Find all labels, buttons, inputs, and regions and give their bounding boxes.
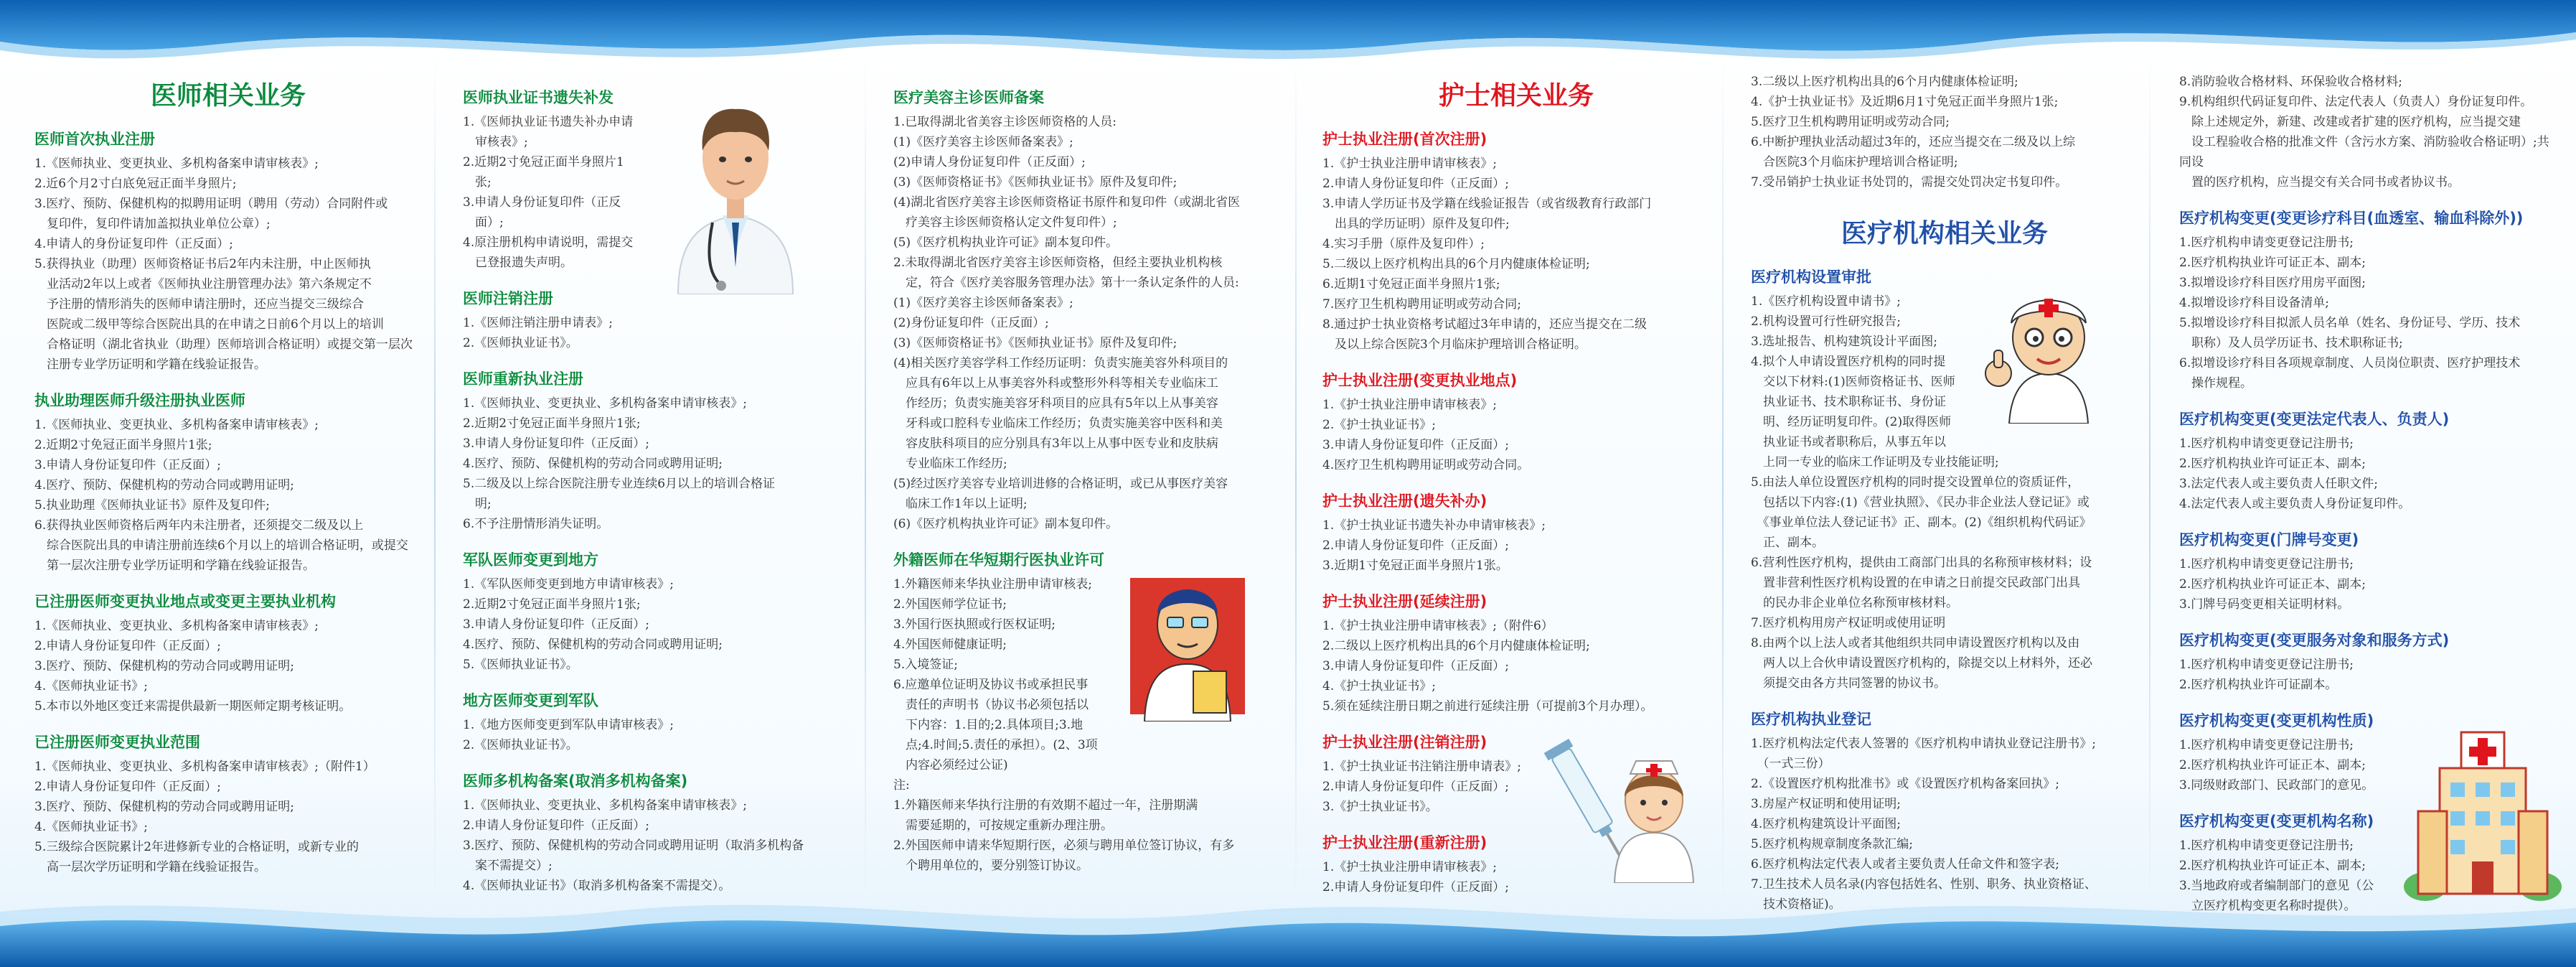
requirement-line: 3.医疗、预防、保健机构的劳动合同或聘用证明; [34, 659, 294, 673]
requirement-line: 2.申请人身份证复印件（正反面）; [1322, 177, 1509, 191]
requirement-line: 3.医疗、预防、保健机构的劳动合同或聘用证明; [34, 800, 294, 814]
requirement-line: 高一层次学历证明和学籍在线验证报告。 [34, 860, 266, 874]
panel6-intro [2179, 72, 2559, 192]
section-heading: 医疗机构设置审批 [1751, 268, 1871, 286]
requirement-line: 5.执业助理《医师执业证书》原件及复印件; [34, 498, 270, 513]
requirement-line: 3.门牌号码变更相关证明材料。 [2179, 597, 2350, 612]
requirement-line: 6.医疗机构法定代表人或者主要负责人任命文件和签字表; [1751, 857, 2059, 872]
requirement-line: 5.由法人单位设置医疗机构的同时提交设置单位的资质证件， [1751, 475, 2080, 490]
requirement-line: 的民办非企业单位名称预审核材料。 [1751, 596, 1958, 610]
requirement-line: 5.入境签证; [893, 658, 958, 672]
requirement-line: 明; [463, 497, 492, 511]
requirement-line: 2.申请人身份证复印件（正反面）; [1322, 538, 1509, 553]
nurse-syringe-illustration [1536, 732, 1708, 883]
requirement-line: 专业临床工作经历; [893, 457, 1007, 471]
requirement-line: (6)《医疗机构执业许可证》副本复印件。 [893, 517, 1119, 531]
requirement-line: 技术资格证)。 [1751, 897, 1841, 912]
requirement-line: 4.原注册机构申请说明，需提交 [463, 235, 634, 250]
requirement-line: 4.《医师执业证书》（取消多机构备案不需提交）。 [463, 879, 731, 893]
requirement-line: 3.医疗、预防、保健机构的劳动合同或聘用证明（取消多机构备 [463, 838, 804, 853]
requirement-line: 5.本市以外地区变迁来需提供最新一期医师定期考核证明。 [34, 699, 352, 714]
requirement-line: 3.申请人身份证复印件（正反面）; [1322, 438, 1509, 452]
section-heading: 地方医师变更到军队 [463, 692, 598, 709]
requirement-line: 2.未取得湖北省医疗美容主诊医师资格，但经主要执业机构核 [893, 256, 1223, 270]
requirement-line: 3.申请人身份证复印件（正反面）; [463, 617, 649, 632]
requirement-line: 牙科或口腔科专业临床工作经历；负责实施美容中医科和美 [893, 416, 1223, 431]
requirement-line: 6.营利性医疗机构，提供由工商部门出具的名称预审核材料；设 [1751, 556, 2092, 570]
requirement-line: 4.医疗、预防、保健机构的劳动合同或聘用证明; [463, 637, 723, 652]
requirement-line: 5.三级综合医院累计2年进修新专业的合格证明，或新专业的 [34, 840, 359, 854]
section-heading: 已注册医师变更执业地点或变更主要执业机构 [34, 593, 336, 610]
requirement-line: 执业证书、技术职称证书、身份证 [1751, 395, 1946, 409]
requirement-line: 2.《设置医疗机构批准书》或《设置医疗机构备案回执》; [1751, 777, 2059, 791]
requirement-line: 交以下材料:(1)医师资格证书、医师 [1751, 375, 1955, 389]
requirement-line: 1.《护士执业注册申请审核表》;（附件6） [1322, 619, 1553, 633]
requirement-line: 置的医疗机构，应当提交有关合同书或者协议书。 [2179, 175, 2460, 190]
requirement-line: 包括以下内容:(1)《营业执照》、《民办非企业法人登记证》或 [1751, 495, 2090, 510]
requirement-line: 1.医疗机构申请变更登记注册书; [2179, 235, 2354, 250]
fold-line [1722, 50, 1724, 905]
requirement-line: 予注册的情形消失的医师申请注册时，还应当提交三级综合 [34, 297, 364, 312]
requirement-line: 出具的学历证明）原件及复印件; [1322, 217, 1510, 231]
requirement-line: 4.拟个人申请设置医疗机构的同时提 [1751, 355, 1946, 369]
section-heading: 医师执业证书遗失补发 [463, 89, 614, 106]
requirement-line: 5.二级以上医疗机构出具的6个月内健康体检证明; [1322, 257, 1590, 271]
requirement-line: 3.拟增设诊疗科目医疗用房平面图; [2179, 276, 2366, 290]
requirement-line: 2.外国医师申请来华短期行医，必须与聘用单位签订协议，有多 [893, 838, 1235, 853]
requirement-line: 置非营利性医疗机构设置的在申请之日前提交民政部门出具 [1751, 576, 2080, 590]
requirement-line: 除上述规定外，新建、改建或者扩建的医疗机构，应当提交建 [2179, 115, 2521, 129]
requirement-line: 2.二级以上医疗机构出具的6个月内健康体检证明; [1322, 639, 1590, 653]
requirement-line: 1.《护士执业证书遗失补办申请审核表》; [1322, 518, 1546, 533]
requirement-line: 2.申请人身份证复印件（正反面）; [34, 780, 221, 794]
requirement-line: 4.医疗机构建筑设计平面图; [1751, 817, 1901, 831]
requirement-line: 4.医疗卫生机构聘用证明或劳动合同。 [1322, 458, 1530, 472]
requirement-line: (4)相关医疗美容学科工作经历证明：负责实施美容外科项目的 [893, 356, 1228, 370]
requirement-line: 4.医疗、预防、保健机构的劳动合同或聘用证明; [34, 478, 294, 492]
requirement-line: 9.机构组织代码证复印件、法定代表人（负责人）身份证复印件。 [2179, 95, 2533, 109]
requirement-line: 5.须在延续注册日期之前进行延续注册（可提前3个月办理）。 [1322, 699, 1653, 714]
section-heading: 医疗机构执业登记 [1751, 711, 1871, 728]
panel3-sections [893, 88, 1281, 876]
requirement-line: 合医院3个月临床护理培训合格证明; [1751, 155, 1958, 169]
requirement-line: 4.《护士执业证书》; [1322, 679, 1436, 693]
requirement-line: 2.申请人身份证复印件（正反面）; [1322, 780, 1509, 794]
requirement-line: 1.《医师执业、变更执业、多机构备案申请审核表》;（附件1） [34, 760, 375, 774]
requirement-line: 5.获得执业（助理）医师资格证书后2年内未注册，中止医师执 [34, 257, 372, 271]
requirement-line: 5.拟增设诊疗科目拟派人员名单（姓名、身份证号、学历、技术 [2179, 316, 2521, 330]
requirement-line: 面）; [463, 215, 504, 230]
requirement-line: 5.医疗卫生机构聘用证明或劳动合同; [1751, 115, 1950, 129]
requirement-line: (5)《医疗机构执业许可证》副本复印件。 [893, 235, 1119, 250]
requirement-line: 明、经历证明复印件。(2)取得医师 [1751, 415, 1952, 429]
requirement-line: 6.近期1寸免冠正面半身照片1张; [1322, 277, 1500, 291]
section-heading: 医师注销注册 [463, 290, 553, 307]
requirement-line: 1.医疗机构申请变更登记注册书; [2179, 436, 2354, 451]
requirement-line: 4.《医师执业证书》; [34, 679, 148, 693]
requirement-line: 4.《护士执业证书》及近期6月1寸免冠正面半身照片1张; [1751, 95, 2059, 109]
requirement-line: 合格证明（湖北省执业（助理）医师培训合格证明）或提交第一层次 [34, 337, 413, 352]
requirement-line: (2)身份证复印件（正反面）; [893, 316, 1049, 330]
requirement-line: 5.二级及以上综合医院注册专业连续6月以上的培训合格证 [463, 477, 776, 491]
section-heading: 医疗机构变更(变更机构性质) [2179, 712, 2374, 729]
requirement-line: 5.医疗机构规章制度条款汇编; [1751, 837, 1913, 851]
requirement-line: 2.近6个月2寸白底免冠正面半身照片; [34, 177, 237, 191]
requirement-line: 1.《医师执业、变更执业、多机构备案申请审核表》; [463, 798, 747, 813]
panel1-sections [34, 129, 422, 877]
requirement-line: 6.获得执业医师资格后两年内未注册者，还须提交二级及以上 [34, 518, 364, 533]
requirement-line: 1.《医疗机构设置申请书》; [1751, 294, 1901, 309]
requirement-line: 1.《医师执业证书遗失补办申请 [463, 115, 634, 129]
requirement-line: 2.申请人身份证复印件（正反面）; [34, 639, 221, 653]
requirement-line: 4.《医师执业证书》; [34, 820, 148, 834]
requirement-line: 定，符合《医疗美容服务管理办法》第十一条认定条件的人员: [893, 276, 1239, 290]
section-heading: 执业助理医师升级注册执业医师 [34, 392, 245, 409]
top-wave-banner [0, 0, 2576, 68]
requirement-line: 7.医疗卫生机构聘用证明或劳动合同; [1322, 297, 1521, 312]
requirement-line: 2.外国医师学位证书; [893, 597, 1007, 612]
requirement-line: 1.医疗机构申请变更登记注册书; [2179, 557, 2354, 571]
requirement-line: 3.同级财政部门、民政部门的意见。 [2179, 778, 2374, 793]
section-heading: 医疗机构变更(变更服务对象和服务方式) [2179, 632, 2450, 649]
requirement-line: 8.由两个以上法人或者其他组织共同申请设置医疗机构以及由 [1751, 636, 2080, 650]
requirement-line: 3.近期1寸免冠正面半身照片1张。 [1322, 559, 1508, 573]
section-heading: 医师多机构备案(取消多机构备案) [463, 772, 688, 790]
requirement-line: 临床工作1年以上证明; [893, 497, 1028, 511]
requirement-line: 须提交由各方共同签署的协议书。 [1751, 676, 1946, 691]
requirement-line: 第一层次注册专业学历证明和学籍在线验证报告。 [34, 559, 315, 573]
requirement-line: 个聘用单位的，要分别签订协议。 [893, 859, 1089, 873]
requirement-line: 复印件，复印件请加盖拟执业单位公章）; [34, 217, 271, 231]
requirement-line: 2.医疗机构执业许可证正本、副本; [2179, 758, 2366, 772]
section-heading: 军队医师变更到地方 [463, 551, 598, 569]
cartoon-doctor-thumbs-up [1977, 280, 2120, 424]
requirement-line: 1.医疗机构申请变更登记注册书; [2179, 738, 2354, 752]
requirement-line: 2.医疗机构执业许可证正本、副本; [2179, 859, 2366, 873]
requirement-line: 注: [893, 778, 910, 793]
requirement-line: 4.医疗、预防、保健机构的劳动合同或聘用证明; [463, 457, 723, 471]
requirement-line: 执业证书或者职称后，从事五年以 [1751, 435, 1946, 449]
requirement-line: 1.《医师注销注册申请表》; [463, 316, 613, 330]
requirement-line: 1.《护士执业注册申请审核表》; [1322, 398, 1497, 412]
requirement-line: 7.卫生技术人员名录(内容包括姓名、性别、职务、执业资格证、 [1751, 877, 2097, 892]
requirement-line: 2.申请人身份证复印件（正反面）; [1322, 880, 1509, 894]
requirement-line: 3.选址报告、机构建筑设计平面图; [1751, 335, 1937, 349]
section-heading: 医师重新执业注册 [463, 370, 583, 388]
requirement-line: 3.申请人学历证书及学籍在线验证报告（或省级教育行政部门 [1322, 197, 1652, 211]
requirement-line: 3.二级以上医疗机构出具的6个月内健康体检证明; [1751, 75, 2018, 89]
fold-line [1295, 50, 1297, 905]
requirement-line: 3.法定代表人或主要负责人任职文件; [2179, 477, 2378, 491]
requirement-line: 6.应邀单位证明及协议书或承担民事 [893, 678, 1089, 692]
requirement-line: 1.《医师执业、变更执业、多机构备案申请审核表》; [463, 396, 747, 411]
requirement-line: 下内容：1.目的;2.具体项目;3.地 [893, 718, 1083, 732]
requirement-line: 及以上综合医院3个月临床护理培训合格证明。 [1322, 337, 1587, 352]
requirement-line: 2.医疗机构执业许可证正本、副本; [2179, 256, 2366, 270]
section-heading: 医疗机构变更(变更机构名称) [2179, 813, 2374, 830]
requirement-line: 1.已取得湖北省美容主诊医师资格的人员: [893, 115, 1117, 129]
section-heading: 已注册医师变更执业范围 [34, 734, 200, 751]
requirement-line: 1.《地方医师变更到军队申请审核表》; [463, 718, 674, 732]
requirement-line: (5)经过医疗美容专业培训进修的合格证明，或已从事医疗美容 [893, 477, 1228, 491]
requirement-line: 5.《医师执业证书》。 [463, 658, 578, 672]
requirement-line: 7.医疗机构用房产权证明或使用证明 [1751, 616, 1946, 630]
hospital-building-illustration [2404, 725, 2562, 901]
requirement-line: 需要延期的，可按规定重新办理注册。 [893, 818, 1113, 833]
section-heading: 医疗美容主诊医师备案 [893, 89, 1044, 106]
requirement-line: 注册专业学历证明和学籍在线验证报告。 [34, 358, 266, 372]
requirement-line: 1.《护士执业注册申请审核表》; [1322, 157, 1497, 171]
requirement-line: 医院或二级甲等综合医院出具的在申请之日前6个月以上的培训 [34, 317, 384, 332]
requirement-line: 1.医疗机构申请变更登记注册书; [2179, 658, 2354, 672]
requirement-line: 6.拟增设诊疗科目各项规章制度、人员岗位职责、医疗护理技术 [2179, 356, 2521, 370]
section-heading: 护士执业注册(变更执业地点) [1322, 372, 1518, 389]
section-heading: 护士执业注册(重新注册) [1322, 834, 1487, 851]
requirement-line: 1.《护士执业注册申请审核表》; [1322, 860, 1497, 874]
panel-title-physician: 医师相关业务 [150, 81, 306, 111]
requirement-line: 1.《医师执业、变更执业、多机构备案申请审核表》; [34, 619, 319, 633]
requirement-line: 1.《军队医师变更到地方申请审核表》; [463, 577, 674, 592]
requirement-line: 3.医疗、预防、保健机构的拟聘用证明（聘用（劳动）合同附件或 [34, 197, 388, 211]
requirement-line: (4)湖北省医疗美容主诊医师资格证书原件和复印件（或湖北省医 [893, 195, 1241, 210]
section-heading: 外籍医师在华短期行医执业许可 [893, 551, 1104, 569]
panel-title-nurse: 护士相关业务 [1438, 81, 1594, 111]
requirement-line: (1)《医疗美容主诊医师备案表》; [893, 296, 1073, 310]
fold-line [2149, 50, 2150, 905]
requirement-line: 已登报遗失声明。 [463, 256, 573, 270]
requirement-line: 案不需提交）; [463, 859, 553, 873]
requirement-line: 2.医疗机构执业许可证正本、副本; [2179, 577, 2366, 592]
section-heading: 医疗机构变更(变更诊疗科目(血透室、输血科除外)) [2179, 210, 2524, 227]
requirement-line: 6.中断护理执业活动超过3年的，还应当提交在二级及以上综 [1751, 135, 2076, 149]
requirement-line: 疗美容主诊医师资格认定文件复印件）; [893, 215, 1117, 230]
requirement-line: 8.通过护士执业资格考试超过3年申请的，还应当提交在二级 [1322, 317, 1647, 332]
requirement-line: 2.申请人身份证复印件（正反面）; [463, 818, 649, 833]
cartoon-doctor-clipboard [1130, 556, 1245, 721]
section-heading: 医师首次执业注册 [34, 131, 155, 148]
requirement-line: 4.外国医师健康证明; [893, 637, 1007, 652]
requirement-line: 2.机构设置可行性研究报告; [1751, 314, 1901, 329]
requirement-line: 两人以上合伙申请设置医疗机构的，除提交以上材料外，还必 [1751, 656, 2092, 671]
requirement-line: 应具有6年以上从事美容外科或整形外科等相关专业临床工 [893, 376, 1218, 391]
fold-line [434, 50, 436, 905]
requirement-line: 2.医疗机构执业许可证副本。 [2179, 678, 2338, 692]
requirement-line: (3)《医师资格证书》《医师执业证书》原件及复印件; [893, 175, 1177, 190]
requirement-line: 8.消防验收合格材料、环保验收合格材料; [2179, 75, 2402, 89]
requirement-line: 1.外籍医师来华执行注册的有效期不超过一年，注册期满 [893, 798, 1198, 813]
panel-cosmetic-foreign [893, 72, 1281, 876]
requirement-line: 2.《医师执业证书》。 [463, 738, 578, 752]
requirement-line: 立医疗机构变更名称时提供）。 [2179, 899, 2356, 913]
requirement-line: 点;4.时间;5.责任的承担）。(2、3项 [893, 738, 1098, 752]
panel-institution [1751, 72, 2138, 915]
requirement-line: 1.外籍医师来华执业注册申请审核表; [893, 577, 1092, 592]
requirement-line: 3.外国行医执照或行医权证明; [893, 617, 1056, 632]
section-heading: 护士执业注册(遗失补办) [1322, 492, 1487, 510]
requirement-line: 设工程验收合格的批准文件（含污水方案、消防验收合格证明）;共同设 [2179, 135, 2549, 169]
requirement-line: 职称）及人员学历证书、技术职称证书; [2179, 336, 2403, 350]
requirement-line: 3.《护士执业证书》。 [1322, 800, 1438, 814]
requirement-line: 2.《医师执业证书》。 [463, 336, 578, 350]
section-heading: 医疗机构变更(变更法定代表人、负责人) [2179, 411, 2450, 428]
requirement-line: （一式三份） [1751, 757, 1830, 771]
requirement-line: 3.申请人身份证复印件（正反面）; [463, 436, 649, 451]
requirement-line: (3)《医师资格证书》《医师执业证书》原件及复印件; [893, 336, 1177, 350]
requirement-line: 2.近期2寸免冠正面半身照片1张; [463, 416, 641, 431]
requirement-line: 正、副本。 [1751, 536, 1824, 550]
section-heading: 医疗机构变更(门牌号变更) [2179, 531, 2359, 548]
requirement-line: 7.受吊销护士执业证书处罚的，需提交处罚决定书复印件。 [1751, 175, 2068, 190]
requirement-line: 3.申请人身份证复印件（正反面）; [1322, 659, 1509, 673]
requirement-line: 2.近期2寸免冠正面半身照片1张; [34, 438, 212, 452]
requirement-line: 1.《护士执业证书注销注册申请表》; [1322, 760, 1521, 774]
requirement-line: (2)申请人身份证复印件（正反面）; [893, 155, 1086, 169]
section-heading: 护士执业注册(注销注册) [1322, 734, 1487, 751]
requirement-line: 容皮肤科项目的应分别具有3年以上从事中医专业和皮肤病 [893, 436, 1218, 451]
requirement-line: 3.房屋产权证明和使用证明; [1751, 797, 1901, 811]
requirement-line: 3.申请人身份证复印件（正反 [463, 195, 621, 210]
requirement-line: 2.近期2寸免冠正面半身照片1 [463, 155, 624, 169]
requirement-line: 2.近期2寸免冠正面半身照片1张; [463, 597, 641, 612]
fold-line [865, 50, 866, 905]
requirement-line: 6.不予注册情形消失证明。 [463, 517, 609, 531]
requirement-line: 业活动2年以上或者《医师执业注册管理办法》第六条规定不 [34, 277, 372, 291]
requirement-line: 2.医疗机构执业许可证正本、副本; [2179, 457, 2366, 471]
requirement-line: 4.拟增设诊疗科目设备清单; [2179, 296, 2329, 310]
doctor-illustration [664, 79, 807, 294]
requirement-line: 综合医院出具的申请注册前连续6个月以上的培训合格证明，或提交 [34, 538, 408, 553]
requirement-line: 内容必须经过公证) [893, 758, 1008, 772]
requirement-line: 作经历；负责实施美容牙科项目的应具有5年以上从事美容 [893, 396, 1218, 411]
requirement-line: (1)《医疗美容主诊医师备案表》; [893, 135, 1073, 149]
requirement-line: 1.医疗机构申请变更登记注册书; [2179, 838, 2354, 853]
requirement-line: 责任的声明书（协议书必须包括以 [893, 698, 1089, 712]
requirement-line: 上同一专业的临床工作证明及专业技能证明; [1751, 455, 1999, 470]
requirement-line: 4.法定代表人或主要负责人身份证复印件。 [2179, 497, 2411, 511]
requirement-line: 操作规程。 [2179, 376, 2252, 391]
requirement-line: 1.《医师执业、变更执业、多机构备案申请审核表》; [34, 157, 319, 171]
section-heading: 护士执业注册(延续注册) [1322, 593, 1487, 610]
section-heading: 护士执业注册(首次注册) [1322, 131, 1487, 148]
panel-title-institution: 医疗机构相关业务 [1841, 219, 2048, 248]
panel-physician [34, 72, 422, 877]
requirement-line: 4.实习手册（原件及复印件）; [1322, 237, 1485, 251]
requirement-line: 3.当地政府或者编制部门的意见（公 [2179, 879, 2374, 893]
requirement-line: 3.申请人身份证复印件（正反面）; [34, 458, 221, 472]
requirement-line: 张; [463, 175, 492, 190]
panel5-intro [1751, 72, 2138, 192]
requirement-line: 1.《医师执业、变更执业、多机构备案申请审核表》; [34, 418, 319, 432]
requirement-line: 4.申请人的身份证复印件（正反面）; [34, 237, 233, 251]
requirement-line: 审核表》; [463, 135, 528, 149]
requirement-line: 1.医疗机构法定代表人签署的《医疗机构申请执业登记注册书》; [1751, 737, 2096, 751]
requirement-line: 2.《护士执业证书》; [1322, 418, 1436, 432]
requirement-line: 《事业单位法人登记证书》正、副本。(2)《组织机构代码证》 [1751, 515, 2092, 530]
